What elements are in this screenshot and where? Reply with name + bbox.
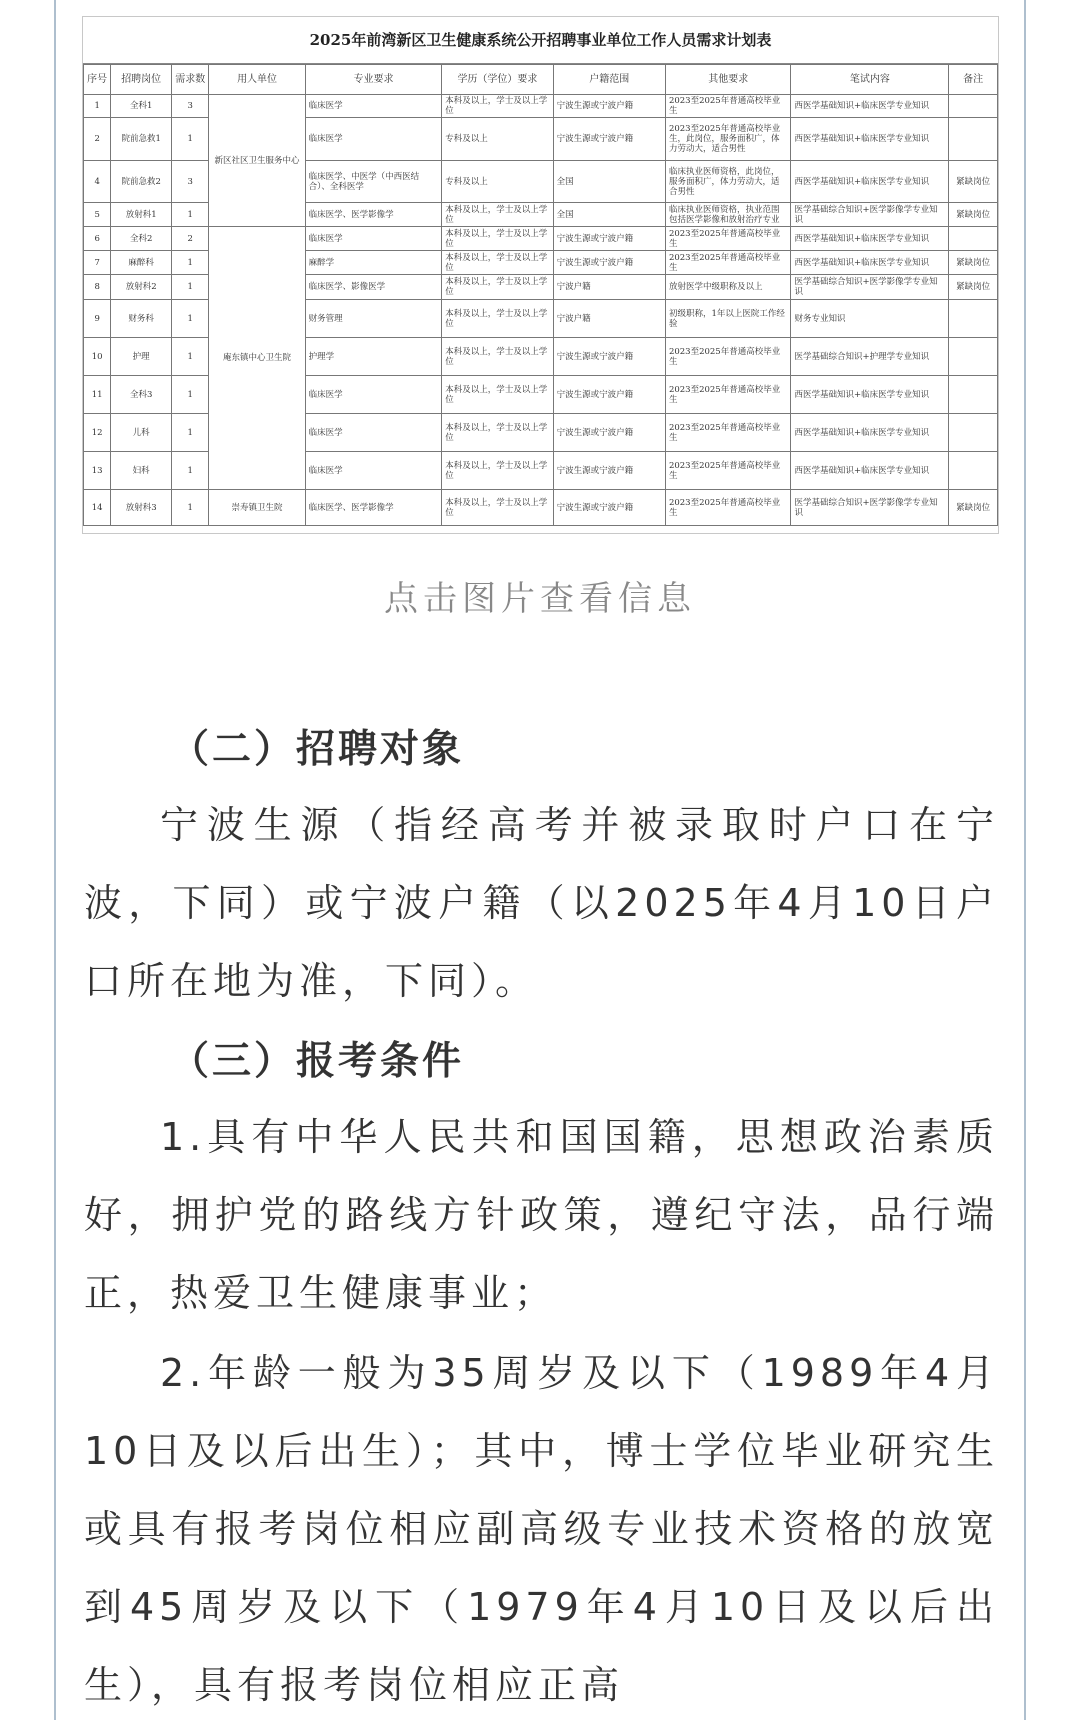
header-cell: 专业要求 [305, 65, 442, 95]
cell-note [949, 338, 998, 376]
cell-note [949, 300, 998, 338]
cell-no: 11 [84, 376, 111, 414]
cell-note: 紧缺岗位 [949, 490, 998, 526]
cell-no: 4 [84, 161, 111, 203]
cell-note: 紧缺岗位 [949, 203, 998, 227]
cell-other: 放射医学中级职称及以上 [665, 275, 791, 300]
cell-num: 1 [172, 118, 209, 161]
cell-hukou: 宁波生源或宁波户籍 [553, 118, 665, 161]
cell-major: 财务管理 [305, 300, 442, 338]
header-cell: 学历（学位）要求 [442, 65, 553, 95]
cell-hukou: 宁波生源或宁波户籍 [553, 490, 665, 526]
cell-major: 临床医学 [305, 414, 442, 452]
cell-post: 全科3 [111, 376, 172, 414]
cell-edu: 本科及以上，学士及以上学位 [442, 452, 553, 490]
header-cell: 备注 [949, 65, 998, 95]
recruitment-table [83, 64, 998, 526]
cell-no: 6 [84, 227, 111, 251]
cell-post: 儿科 [111, 414, 172, 452]
header-cell: 需求数 [172, 65, 209, 95]
cell-hukou: 宁波户籍 [553, 275, 665, 300]
cell-note [949, 95, 998, 118]
recruitment-table-image[interactable] [82, 16, 999, 534]
cell-edu: 本科及以上，学士及以上学位 [442, 203, 553, 227]
cell-post: 全科2 [111, 227, 172, 251]
cell-other: 2023至2025年普通高校毕业生 [665, 414, 791, 452]
cell-edu: 本科及以上，学士及以上学位 [442, 95, 553, 118]
cell-post: 全科1 [111, 95, 172, 118]
cell-unit: 崇寿镇卫生院 [209, 490, 305, 526]
cell-post: 放射科1 [111, 203, 172, 227]
cell-major: 临床医学 [305, 452, 442, 490]
cell-unit: 新区社区卫生服务中心 [209, 95, 305, 227]
cell-num: 1 [172, 251, 209, 275]
header-cell: 户籍范围 [553, 65, 665, 95]
cell-post: 妇科 [111, 452, 172, 490]
cell-note [949, 414, 998, 452]
cell-edu: 本科及以上，学士及以上学位 [442, 251, 553, 275]
cell-exam: 医学基础综合知识+医学影像学专业知识 [791, 490, 949, 526]
cell-hukou: 宁波户籍 [553, 300, 665, 338]
cell-no: 1 [84, 95, 111, 118]
cell-no: 2 [84, 118, 111, 161]
cell-num: 1 [172, 490, 209, 526]
cell-unit: 庵东镇中心卫生院 [209, 227, 305, 490]
cell-hukou: 宁波生源或宁波户籍 [553, 251, 665, 275]
table-row [84, 490, 998, 526]
cell-major: 护理学 [305, 338, 442, 376]
cell-other: 初级职称，1年以上医院工作经验 [665, 300, 791, 338]
cell-post: 院前急救2 [111, 161, 172, 203]
cell-edu: 本科及以上，学士及以上学位 [442, 300, 553, 338]
cell-post: 放射科2 [111, 275, 172, 300]
cell-num: 3 [172, 95, 209, 118]
cell-other: 临床执业医师资格，执业范围包括医学影像和放射治疗专业 [665, 203, 791, 227]
cell-num: 1 [172, 203, 209, 227]
right-border-line [1024, 0, 1026, 1720]
cell-hukou: 宁波生源或宁波户籍 [553, 338, 665, 376]
cell-exam: 医学基础综合知识+医学影像学专业知识 [791, 203, 949, 227]
cell-hukou: 宁波生源或宁波户籍 [553, 227, 665, 251]
cell-note: 紧缺岗位 [949, 275, 998, 300]
paragraph-condition-1: 1.具有中华人民共和国国籍，思想政治素质好，拥护党的路线方针政策，遵纪守法，品行端正，热爱卫生健康事业； [84, 1115, 999, 1315]
cell-edu: 本科及以上，学士及以上学位 [442, 490, 553, 526]
cell-num: 3 [172, 161, 209, 203]
cell-no: 13 [84, 452, 111, 490]
cell-other: 2023至2025年普通高校毕业生 [665, 490, 791, 526]
cell-edu: 本科及以上，学士及以上学位 [442, 338, 553, 376]
cell-post: 护理 [111, 338, 172, 376]
cell-hukou: 宁波生源或宁波户籍 [553, 376, 665, 414]
cell-note [949, 227, 998, 251]
cell-edu: 专科及以上 [442, 118, 553, 161]
cell-hukou: 宁波生源或宁波户籍 [553, 95, 665, 118]
cell-exam: 医学基础综合知识+医学影像学专业知识 [791, 275, 949, 300]
cell-num: 1 [172, 275, 209, 300]
header-cell: 用人单位 [209, 65, 305, 95]
cell-hukou: 宁波生源或宁波户籍 [553, 452, 665, 490]
cell-exam: 西医学基础知识+临床医学专业知识 [791, 376, 949, 414]
header-cell: 招聘岗位 [111, 65, 172, 95]
cell-num: 1 [172, 376, 209, 414]
cell-major: 临床医学、中医学（中西医结合）、全科医学 [305, 161, 442, 203]
cell-edu: 本科及以上，学士及以上学位 [442, 275, 553, 300]
cell-major: 临床医学、医学影像学 [305, 490, 442, 526]
cell-hukou: 宁波生源或宁波户籍 [553, 414, 665, 452]
cell-no: 12 [84, 414, 111, 452]
header-cell: 其他要求 [665, 65, 791, 95]
cell-num: 1 [172, 452, 209, 490]
cell-post: 放射科3 [111, 490, 172, 526]
paragraph-condition-2: 2.年龄一般为35周岁及以下（1989年4月10日及以后出生）；其中，博士学位毕业研究生或具有报考岗位相应副高级专业技术资格的放宽到45周岁及以下（1979年4月10日及以后出生），具有报考岗位相应正高 [84, 1351, 999, 1707]
cell-no: 5 [84, 203, 111, 227]
cell-edu: 专科及以上 [442, 161, 553, 203]
cell-note [949, 452, 998, 490]
cell-no: 7 [84, 251, 111, 275]
header-cell: 序号 [84, 65, 111, 95]
header-cell: 笔试内容 [791, 65, 949, 95]
cell-no: 9 [84, 300, 111, 338]
cell-major: 临床医学 [305, 227, 442, 251]
cell-other: 2023至2025年普通高校毕业生 [665, 338, 791, 376]
cell-hukou: 全国 [553, 161, 665, 203]
left-border-line [54, 0, 56, 1720]
cell-edu: 本科及以上，学士及以上学位 [442, 227, 553, 251]
cell-no: 14 [84, 490, 111, 526]
cell-post: 财务科 [111, 300, 172, 338]
cell-post: 院前急救1 [111, 118, 172, 161]
cell-major: 临床医学、医学影像学 [305, 203, 442, 227]
cell-other: 2023至2025年普通高校毕业生 [665, 95, 791, 118]
cell-hukou: 全国 [553, 203, 665, 227]
cell-note [949, 376, 998, 414]
image-caption: 点击图片查看信息 [384, 579, 696, 619]
table-row [84, 227, 998, 251]
cell-other: 2023至2025年普通高校毕业生 [665, 452, 791, 490]
cell-other: 2023至2025年普通高校毕业生 [665, 227, 791, 251]
cell-major: 临床医学 [305, 376, 442, 414]
cell-exam: 西医学基础知识+临床医学专业知识 [791, 414, 949, 452]
cell-exam: 西医学基础知识+临床医学专业知识 [791, 118, 949, 161]
cell-exam: 西医学基础知识+临床医学专业知识 [791, 251, 949, 275]
cell-edu: 本科及以上，学士及以上学位 [442, 376, 553, 414]
paragraph-recruit-target: 宁波生源（指经高考并被录取时户口在宁波，下同）或宁波户籍（以2025年4月10日户口所在地为准，下同）。 [84, 803, 999, 1003]
cell-other: 临床执业医师资格，此岗位，服务面积广，体力劳动大，适合男性 [665, 161, 791, 203]
table-row [84, 95, 998, 118]
cell-other: 2023至2025年普通高校毕业生 [665, 376, 791, 414]
cell-exam: 西医学基础知识+临床医学专业知识 [791, 227, 949, 251]
cell-num: 1 [172, 300, 209, 338]
cell-major: 临床医学 [305, 95, 442, 118]
cell-num: 1 [172, 414, 209, 452]
section-heading-recruit-target: （二）招聘对象 [170, 727, 465, 772]
cell-no: 10 [84, 338, 111, 376]
cell-exam: 西医学基础知识+临床医学专业知识 [791, 452, 949, 490]
cell-post: 麻醉科 [111, 251, 172, 275]
cell-other: 2023至2025年普通高校毕业生，此岗位，服务面积广，体力劳动大，适合男性 [665, 118, 791, 161]
cell-exam: 西医学基础知识+临床医学专业知识 [791, 95, 949, 118]
cell-exam: 财务专业知识 [791, 300, 949, 338]
cell-major: 临床医学 [305, 118, 442, 161]
section-heading-conditions: （三）报考条件 [170, 1039, 465, 1084]
cell-edu: 本科及以上，学士及以上学位 [442, 414, 553, 452]
cell-other: 2023至2025年普通高校毕业生 [665, 251, 791, 275]
cell-num: 1 [172, 338, 209, 376]
cell-exam: 医学基础综合知识+护理学专业知识 [791, 338, 949, 376]
cell-note [949, 118, 998, 161]
cell-num: 2 [172, 227, 209, 251]
cell-exam: 西医学基础知识+临床医学专业知识 [791, 161, 949, 203]
cell-note: 紧缺岗位 [949, 251, 998, 275]
table-title: 2025年前湾新区卫生健康系统公开招聘事业单位工作人员需求计划表 [83, 17, 998, 64]
cell-major: 麻醉学 [305, 251, 442, 275]
cell-major: 临床医学、影像医学 [305, 275, 442, 300]
cell-no: 8 [84, 275, 111, 300]
table-header-row [84, 65, 998, 95]
cell-note: 紧缺岗位 [949, 161, 998, 203]
